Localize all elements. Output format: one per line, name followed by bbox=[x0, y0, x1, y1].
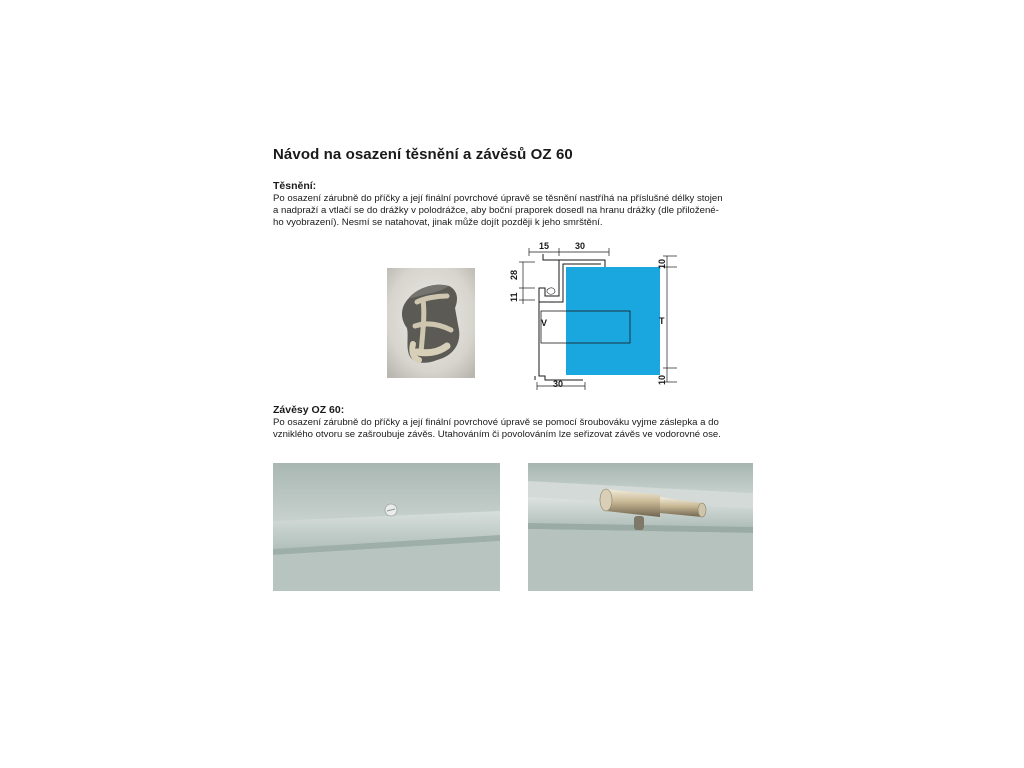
seal-profile-photo bbox=[387, 268, 475, 378]
dim-bottom: 30 bbox=[553, 379, 564, 389]
page-title: Návod na osazení těsnění a závěsů OZ 60 bbox=[273, 146, 573, 163]
dim-top-right: 30 bbox=[575, 241, 586, 251]
door-leaf-panel bbox=[566, 267, 660, 375]
dim-left-upper: 28 bbox=[509, 269, 519, 280]
frame-with-hinge-photo bbox=[528, 463, 753, 591]
hinge-text-line-2: vzniklého otvoru se zašroubuje závěs. Utahováním či povolováním lze seřizovat závěs ve vodorovné ose. bbox=[273, 429, 721, 440]
dim-right-middle: T bbox=[659, 316, 665, 326]
dim-right-top: 10 bbox=[657, 258, 667, 269]
dim-right-bottom: 10 bbox=[657, 374, 667, 385]
dim-top-left: 15 bbox=[539, 241, 550, 251]
seal-text-line-2: a nadpraží a vtlačí se do drážky v polodrážce, aby boční praporek dosedl na hranu drážky (dle přiložené- bbox=[273, 205, 719, 216]
label-v: V bbox=[541, 318, 548, 328]
seal-cross-section-diagram bbox=[505, 240, 685, 390]
seal-text-line-1: Po osazení zárubně do příčky a její finální povrchové úpravě se těsnění nastříhá na příslušné délky stojen bbox=[273, 193, 723, 204]
frame-with-plug-photo bbox=[273, 463, 500, 591]
seal-text-line-3: ho vyobrazení). Nesmí se natahovat, jinak může dojít později k jeho smrštění. bbox=[273, 217, 603, 228]
hinge-section-heading: Závěsy OZ 60: bbox=[273, 404, 345, 416]
dim-left-lower: 11 bbox=[509, 292, 519, 302]
seal-section-heading: Těsnění: bbox=[273, 180, 317, 192]
hinge-text-line-1: Po osazení zárubně do příčky a její finální povrchové úpravě se pomocí šroubováku vyjme záslepka a do bbox=[273, 417, 719, 428]
